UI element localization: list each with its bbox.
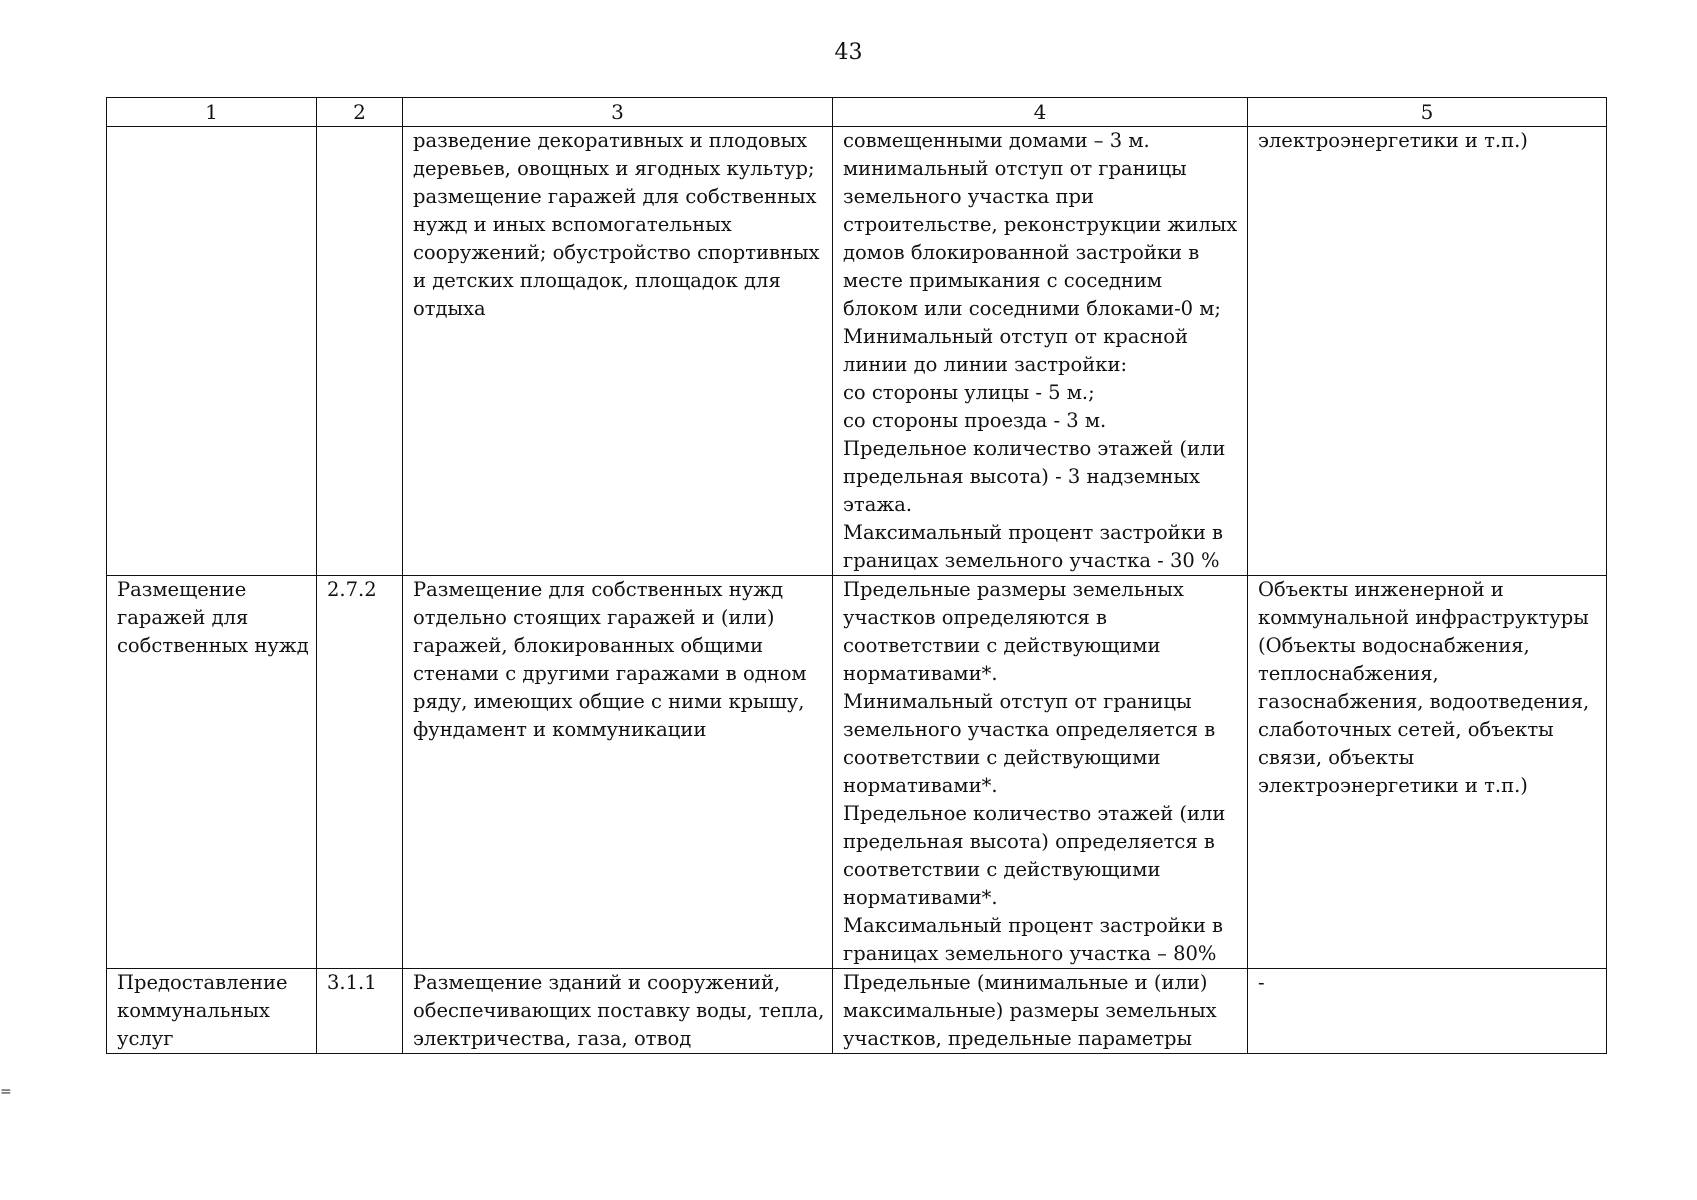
cell-code: 3.1.1: [317, 969, 403, 1054]
cell-use-name: [107, 127, 317, 576]
header-col-2: 2: [317, 98, 403, 127]
cell-parameters: Предельные (минимальные и (или) максимальные) размеры земельных участков, предельные параметры: [833, 969, 1248, 1054]
cell-use-name: Предоставление коммунальных услуг: [107, 969, 317, 1054]
cell-parameters: Предельные размеры земельных участков определяются в соответствии с действующими нормативами*. Минимальный отступ от границы земельного участка определяется в соответствии с действующими нормативами*. Предельное количество этажей (или предельная высота) определяется в соответствии с действующими нормативами*. Максимальный процент застройки в границах земельного участка – 80%: [833, 576, 1248, 969]
table-row: [107, 576, 1607, 969]
cell-auxiliary-uses: -: [1248, 969, 1607, 1054]
table-body: [107, 127, 1607, 1054]
cell-code: [317, 127, 403, 576]
header-col-4: 4: [833, 98, 1248, 127]
land-use-table: [106, 97, 1607, 1054]
cell-parameters: совмещенными домами – 3 м. минимальный отступ от границы земельного участка при строительстве, реконструкции жилых домов блокированной застройки в месте примыкания с соседним блоком или соседними блоками-0 м; Минимальный отступ от красной линии до линии застройки: со стороны улицы - 5 м.; со стороны проезда - 3 м. Предельное количество этажей (или предельная высота) - 3 надземных этажа. Максимальный процент застройки в границах земельного участка - 30 %: [833, 127, 1248, 576]
cell-code: 2.7.2: [317, 576, 403, 969]
cell-description: Размещение для собственных нужд отдельно стоящих гаражей и (или) гаражей, блокированных общими стенами с другими гаражами в одном ряду, имеющих общие с ними крышу, фундамент и коммуникации: [403, 576, 833, 969]
cell-description: Размещение зданий и сооружений, обеспечивающих поставку воды, тепла, электричества, газа, отвод: [403, 969, 833, 1054]
header-col-5: 5: [1248, 98, 1607, 127]
cell-use-name: Размещение гаражей для собственных нужд: [107, 576, 317, 969]
header-col-1: 1: [107, 98, 317, 127]
header-col-3: 3: [403, 98, 833, 127]
header-row: [107, 98, 1607, 127]
margin-mark: =: [0, 1084, 12, 1100]
page-number: 43: [834, 40, 863, 65]
table-row: [107, 969, 1607, 1054]
table-row: [107, 127, 1607, 576]
table-header: [107, 98, 1607, 127]
cell-description: разведение декоративных и плодовых деревьев, овощных и ягодных культур; размещение гаражей для собственных нужд и иных вспомогательных сооружений; обустройство спортивных и детских площадок, площадок для отдыха: [403, 127, 833, 576]
cell-auxiliary-uses: Объекты инженерной и коммунальной инфраструктуры (Объекты водоснабжения, теплоснабжения, газоснабжения, водоотведения, слаботочных сетей, объекты связи, объекты электроэнергетики и т.п.): [1248, 576, 1607, 969]
cell-auxiliary-uses: электроэнергетики и т.п.): [1248, 127, 1607, 576]
